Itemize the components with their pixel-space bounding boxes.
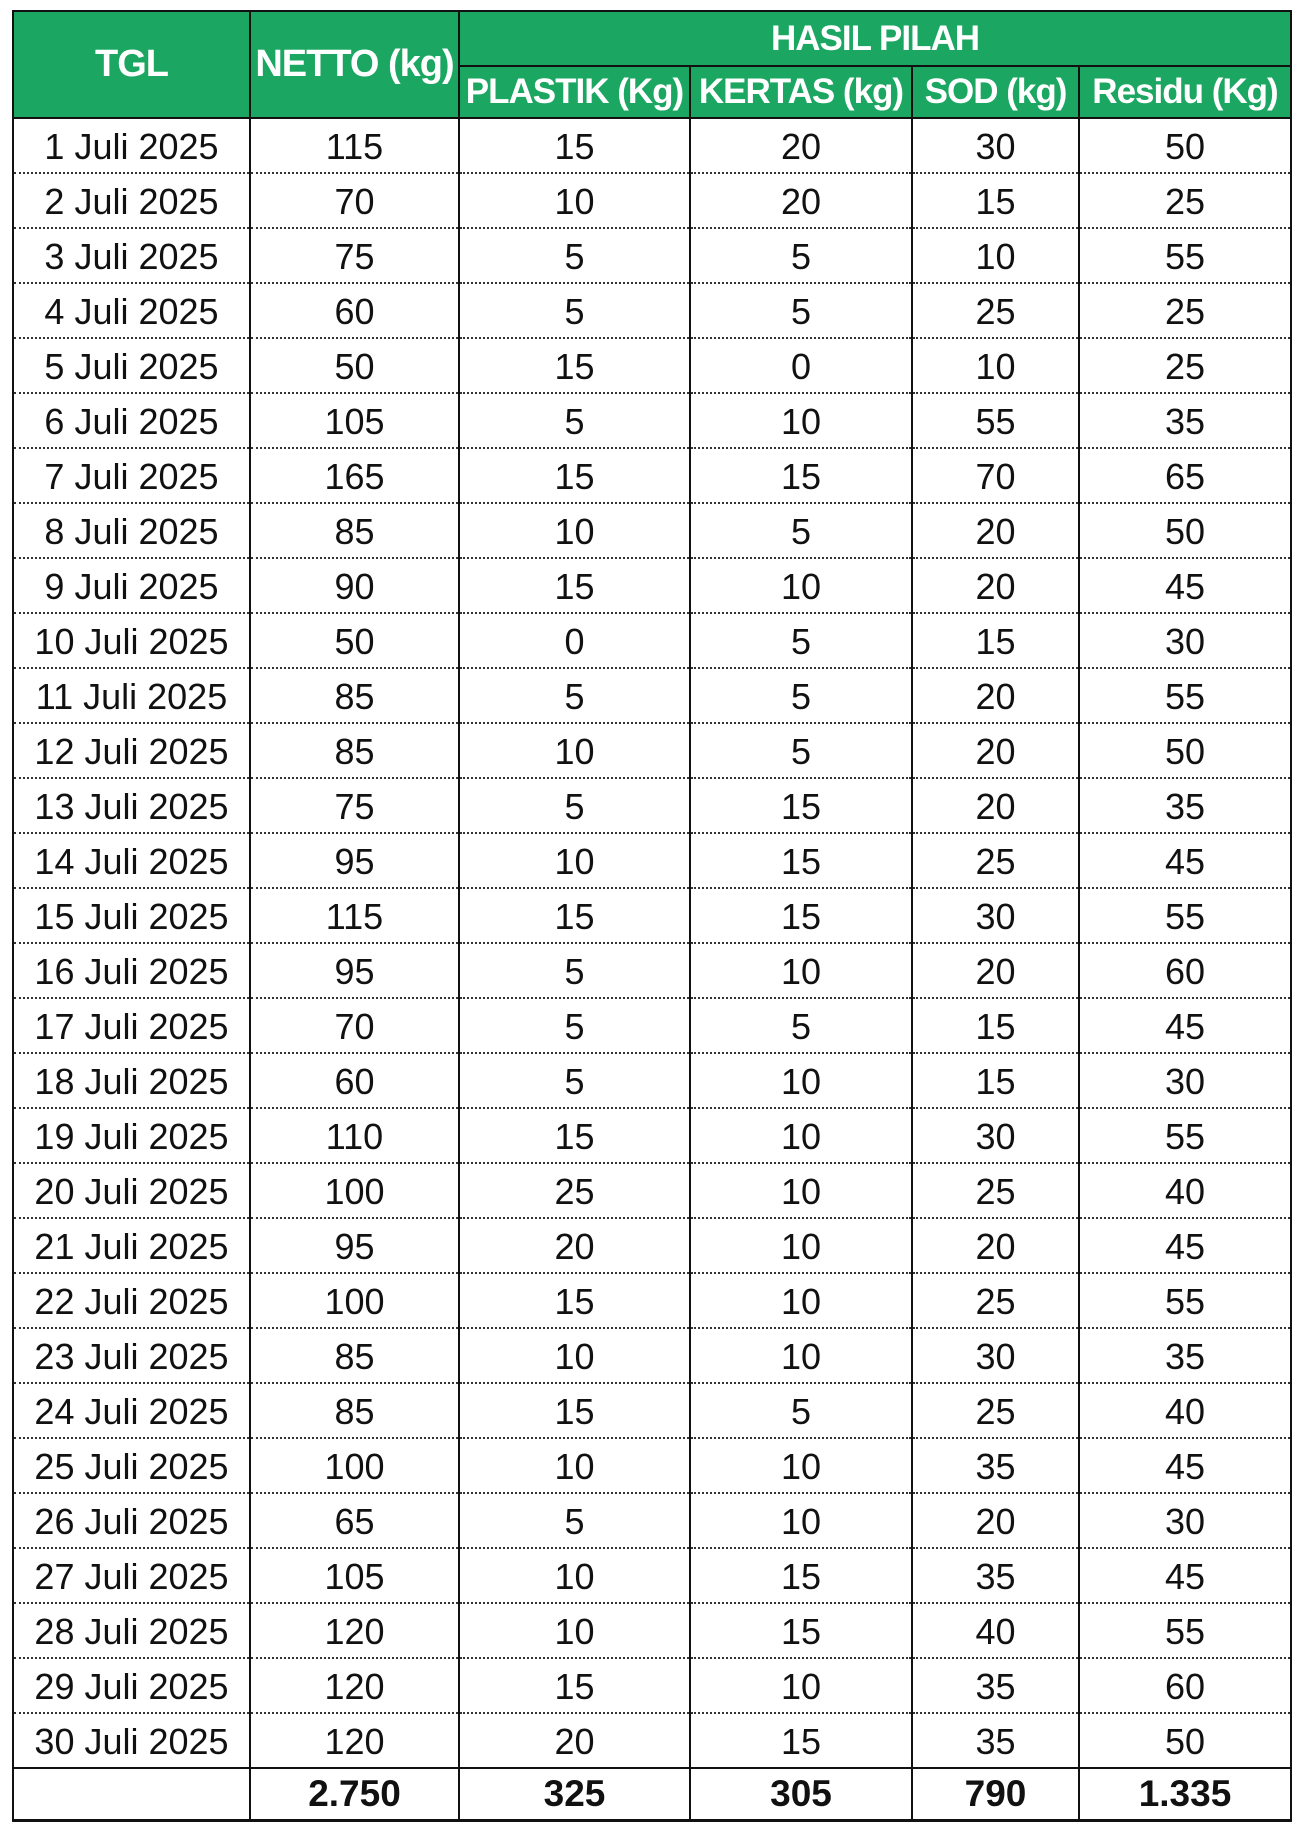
cell-plastik: 15 (459, 888, 690, 943)
cell-plastik: 5 (459, 283, 690, 338)
cell-kertas: 0 (690, 338, 912, 393)
cell-sod: 20 (912, 1218, 1079, 1273)
cell-tgl: 14 Juli 2025 (13, 833, 250, 888)
cell-plastik: 5 (459, 998, 690, 1053)
cell-residu: 55 (1079, 1108, 1291, 1163)
cell-kertas: 15 (690, 1548, 912, 1603)
cell-sod: 20 (912, 558, 1079, 613)
cell-plastik: 10 (459, 833, 690, 888)
cell-tgl: 11 Juli 2025 (13, 668, 250, 723)
cell-plastik: 15 (459, 1383, 690, 1438)
cell-netto: 70 (250, 173, 459, 228)
table-row (13, 943, 1291, 998)
table-row (13, 778, 1291, 833)
cell-netto: 120 (250, 1603, 459, 1658)
cell-netto: 85 (250, 1383, 459, 1438)
cell-netto: 60 (250, 283, 459, 338)
cell-tgl: 30 Juli 2025 (13, 1713, 250, 1768)
table-row (13, 173, 1291, 228)
cell-residu: 25 (1079, 338, 1291, 393)
cell-residu: 55 (1079, 668, 1291, 723)
cell-residu: 65 (1079, 448, 1291, 503)
cell-sod: 40 (912, 1603, 1079, 1658)
cell-netto: 65 (250, 1493, 459, 1548)
cell-netto: 100 (250, 1438, 459, 1493)
cell-residu: 40 (1079, 1383, 1291, 1438)
cell-sod: 20 (912, 1493, 1079, 1548)
cell-plastik: 10 (459, 1603, 690, 1658)
header-residu: Residu (Kg) (1079, 66, 1291, 118)
cell-tgl: 25 Juli 2025 (13, 1438, 250, 1493)
cell-residu: 55 (1079, 228, 1291, 283)
cell-plastik: 5 (459, 668, 690, 723)
cell-kertas: 15 (690, 1603, 912, 1658)
cell-sod: 20 (912, 778, 1079, 833)
cell-kertas: 10 (690, 1328, 912, 1383)
table-row (13, 503, 1291, 558)
cell-netto: 120 (250, 1658, 459, 1713)
cell-kertas: 10 (690, 1658, 912, 1713)
cell-kertas: 5 (690, 998, 912, 1053)
cell-sod: 70 (912, 448, 1079, 503)
table-row (13, 393, 1291, 448)
cell-tgl: 24 Juli 2025 (13, 1383, 250, 1438)
cell-residu: 60 (1079, 943, 1291, 998)
cell-tgl: 3 Juli 2025 (13, 228, 250, 283)
cell-residu: 50 (1079, 503, 1291, 558)
cell-residu: 55 (1079, 1603, 1291, 1658)
cell-residu: 25 (1079, 283, 1291, 338)
cell-kertas: 15 (690, 888, 912, 943)
cell-residu: 35 (1079, 1328, 1291, 1383)
cell-kertas: 10 (690, 1218, 912, 1273)
cell-sod: 20 (912, 943, 1079, 998)
cell-plastik: 25 (459, 1163, 690, 1218)
table-row (13, 1218, 1291, 1273)
cell-plastik: 5 (459, 1053, 690, 1108)
cell-netto: 50 (250, 613, 459, 668)
cell-netto: 75 (250, 778, 459, 833)
cell-residu: 30 (1079, 1493, 1291, 1548)
cell-netto: 120 (250, 1713, 459, 1768)
cell-tgl: 6 Juli 2025 (13, 393, 250, 448)
cell-tgl: 12 Juli 2025 (13, 723, 250, 778)
cell-sod: 15 (912, 998, 1079, 1053)
cell-residu: 45 (1079, 1218, 1291, 1273)
table-row (13, 1108, 1291, 1163)
cell-sod: 55 (912, 393, 1079, 448)
cell-netto: 165 (250, 448, 459, 503)
cell-tgl: 5 Juli 2025 (13, 338, 250, 393)
table-row (13, 613, 1291, 668)
cell-kertas: 15 (690, 1713, 912, 1768)
table-row (13, 1493, 1291, 1548)
table-row (13, 283, 1291, 338)
cell-plastik: 10 (459, 1438, 690, 1493)
cell-plastik: 5 (459, 943, 690, 998)
cell-netto: 100 (250, 1163, 459, 1218)
table-row (13, 558, 1291, 613)
total-plastik: 325 (459, 1768, 690, 1821)
totals-row (13, 1768, 1291, 1821)
cell-residu: 30 (1079, 1053, 1291, 1108)
cell-sod: 30 (912, 118, 1079, 173)
cell-plastik: 10 (459, 1548, 690, 1603)
cell-kertas: 15 (690, 833, 912, 888)
cell-sod: 15 (912, 613, 1079, 668)
cell-netto: 95 (250, 833, 459, 888)
cell-plastik: 15 (459, 118, 690, 173)
cell-kertas: 5 (690, 723, 912, 778)
cell-sod: 30 (912, 888, 1079, 943)
cell-plastik: 0 (459, 613, 690, 668)
header-sod: SOD (kg) (912, 66, 1079, 118)
cell-residu: 25 (1079, 173, 1291, 228)
cell-plastik: 5 (459, 778, 690, 833)
cell-kertas: 5 (690, 228, 912, 283)
cell-tgl: 16 Juli 2025 (13, 943, 250, 998)
cell-tgl: 26 Juli 2025 (13, 1493, 250, 1548)
cell-tgl: 28 Juli 2025 (13, 1603, 250, 1658)
cell-residu: 50 (1079, 723, 1291, 778)
cell-netto: 85 (250, 503, 459, 558)
cell-netto: 100 (250, 1273, 459, 1328)
table-header (13, 11, 1291, 118)
cell-netto: 105 (250, 393, 459, 448)
table-row (13, 1713, 1291, 1768)
cell-plastik: 20 (459, 1218, 690, 1273)
table-row (13, 228, 1291, 283)
total-kertas: 305 (690, 1768, 912, 1821)
cell-netto: 75 (250, 228, 459, 283)
cell-sod: 35 (912, 1713, 1079, 1768)
cell-plastik: 15 (459, 448, 690, 503)
cell-sod: 10 (912, 338, 1079, 393)
cell-plastik: 10 (459, 503, 690, 558)
cell-plastik: 15 (459, 1108, 690, 1163)
table-row (13, 1163, 1291, 1218)
cell-sod: 15 (912, 173, 1079, 228)
cell-sod: 25 (912, 283, 1079, 338)
table-row (13, 1273, 1291, 1328)
table-row (13, 1053, 1291, 1108)
cell-plastik: 10 (459, 1328, 690, 1383)
header-netto: NETTO (kg) (250, 11, 459, 118)
cell-netto: 95 (250, 1218, 459, 1273)
cell-residu: 55 (1079, 888, 1291, 943)
cell-netto: 70 (250, 998, 459, 1053)
cell-plastik: 10 (459, 173, 690, 228)
cell-tgl: 1 Juli 2025 (13, 118, 250, 173)
cell-kertas: 10 (690, 1163, 912, 1218)
cell-residu: 45 (1079, 998, 1291, 1053)
cell-netto: 50 (250, 338, 459, 393)
cell-sod: 20 (912, 723, 1079, 778)
table-row (13, 118, 1291, 173)
cell-kertas: 10 (690, 1493, 912, 1548)
cell-tgl: 27 Juli 2025 (13, 1548, 250, 1603)
cell-residu: 50 (1079, 118, 1291, 173)
cell-tgl: 20 Juli 2025 (13, 1163, 250, 1218)
cell-plastik: 5 (459, 1493, 690, 1548)
cell-tgl: 9 Juli 2025 (13, 558, 250, 613)
cell-kertas: 10 (690, 943, 912, 998)
cell-netto: 90 (250, 558, 459, 613)
cell-netto: 85 (250, 723, 459, 778)
cell-tgl: 17 Juli 2025 (13, 998, 250, 1053)
cell-plastik: 10 (459, 723, 690, 778)
cell-kertas: 20 (690, 173, 912, 228)
cell-tgl: 8 Juli 2025 (13, 503, 250, 558)
cell-plastik: 20 (459, 1713, 690, 1768)
cell-tgl: 29 Juli 2025 (13, 1658, 250, 1713)
cell-residu: 60 (1079, 1658, 1291, 1713)
total-netto: 2.750 (250, 1768, 459, 1821)
cell-kertas: 10 (690, 1108, 912, 1163)
cell-tgl: 13 Juli 2025 (13, 778, 250, 833)
cell-netto: 110 (250, 1108, 459, 1163)
table-row (13, 1658, 1291, 1713)
table-row (13, 833, 1291, 888)
cell-tgl: 21 Juli 2025 (13, 1218, 250, 1273)
cell-sod: 25 (912, 1383, 1079, 1438)
table-row (13, 1603, 1291, 1658)
cell-kertas: 5 (690, 613, 912, 668)
cell-sod: 35 (912, 1658, 1079, 1713)
cell-netto: 115 (250, 888, 459, 943)
cell-residu: 45 (1079, 833, 1291, 888)
cell-tgl: 2 Juli 2025 (13, 173, 250, 228)
table-row (13, 448, 1291, 503)
cell-sod: 10 (912, 228, 1079, 283)
waste-sorting-table (12, 10, 1292, 1822)
cell-netto: 115 (250, 118, 459, 173)
cell-plastik: 5 (459, 228, 690, 283)
cell-kertas: 10 (690, 1053, 912, 1108)
cell-sod: 25 (912, 1273, 1079, 1328)
cell-tgl: 23 Juli 2025 (13, 1328, 250, 1383)
cell-plastik: 5 (459, 393, 690, 448)
cell-netto: 85 (250, 1328, 459, 1383)
cell-plastik: 15 (459, 1273, 690, 1328)
cell-plastik: 15 (459, 338, 690, 393)
cell-netto: 60 (250, 1053, 459, 1108)
header-kertas: KERTAS (kg) (690, 66, 912, 118)
table-row (13, 338, 1291, 393)
cell-residu: 45 (1079, 1548, 1291, 1603)
total-tgl (13, 1768, 250, 1821)
cell-plastik: 15 (459, 1658, 690, 1713)
cell-residu: 35 (1079, 393, 1291, 448)
cell-kertas: 10 (690, 1273, 912, 1328)
cell-kertas: 5 (690, 668, 912, 723)
cell-kertas: 10 (690, 558, 912, 613)
cell-kertas: 15 (690, 778, 912, 833)
cell-residu: 40 (1079, 1163, 1291, 1218)
cell-residu: 45 (1079, 558, 1291, 613)
cell-sod: 35 (912, 1438, 1079, 1493)
cell-tgl: 10 Juli 2025 (13, 613, 250, 668)
cell-kertas: 5 (690, 1383, 912, 1438)
total-sod: 790 (912, 1768, 1079, 1821)
cell-kertas: 5 (690, 283, 912, 338)
cell-tgl: 19 Juli 2025 (13, 1108, 250, 1163)
header-tgl: TGL (13, 11, 250, 118)
cell-netto: 105 (250, 1548, 459, 1603)
header-hasil-pilah: HASIL PILAH (459, 11, 1291, 66)
cell-sod: 30 (912, 1328, 1079, 1383)
cell-kertas: 5 (690, 503, 912, 558)
cell-tgl: 7 Juli 2025 (13, 448, 250, 503)
table-row (13, 1438, 1291, 1493)
table-row (13, 1328, 1291, 1383)
table-row (13, 668, 1291, 723)
table-row (13, 998, 1291, 1053)
table-row (13, 1548, 1291, 1603)
cell-residu: 45 (1079, 1438, 1291, 1493)
cell-tgl: 22 Juli 2025 (13, 1273, 250, 1328)
cell-sod: 30 (912, 1108, 1079, 1163)
cell-sod: 15 (912, 1053, 1079, 1108)
cell-sod: 25 (912, 833, 1079, 888)
table-row (13, 888, 1291, 943)
cell-residu: 35 (1079, 778, 1291, 833)
cell-sod: 25 (912, 1163, 1079, 1218)
cell-residu: 50 (1079, 1713, 1291, 1768)
cell-plastik: 15 (459, 558, 690, 613)
cell-kertas: 15 (690, 448, 912, 503)
table-totals (13, 1768, 1291, 1821)
cell-residu: 30 (1079, 613, 1291, 668)
cell-netto: 85 (250, 668, 459, 723)
header-plastik: PLASTIK (Kg) (459, 66, 690, 118)
cell-kertas: 20 (690, 118, 912, 173)
cell-kertas: 10 (690, 393, 912, 448)
table-row (13, 723, 1291, 778)
cell-kertas: 10 (690, 1438, 912, 1493)
cell-sod: 20 (912, 668, 1079, 723)
cell-tgl: 4 Juli 2025 (13, 283, 250, 338)
cell-sod: 35 (912, 1548, 1079, 1603)
cell-residu: 55 (1079, 1273, 1291, 1328)
cell-sod: 20 (912, 503, 1079, 558)
total-residu: 1.335 (1079, 1768, 1291, 1821)
table-row (13, 1383, 1291, 1438)
cell-netto: 95 (250, 943, 459, 998)
cell-tgl: 15 Juli 2025 (13, 888, 250, 943)
cell-tgl: 18 Juli 2025 (13, 1053, 250, 1108)
table-body (13, 118, 1291, 1768)
